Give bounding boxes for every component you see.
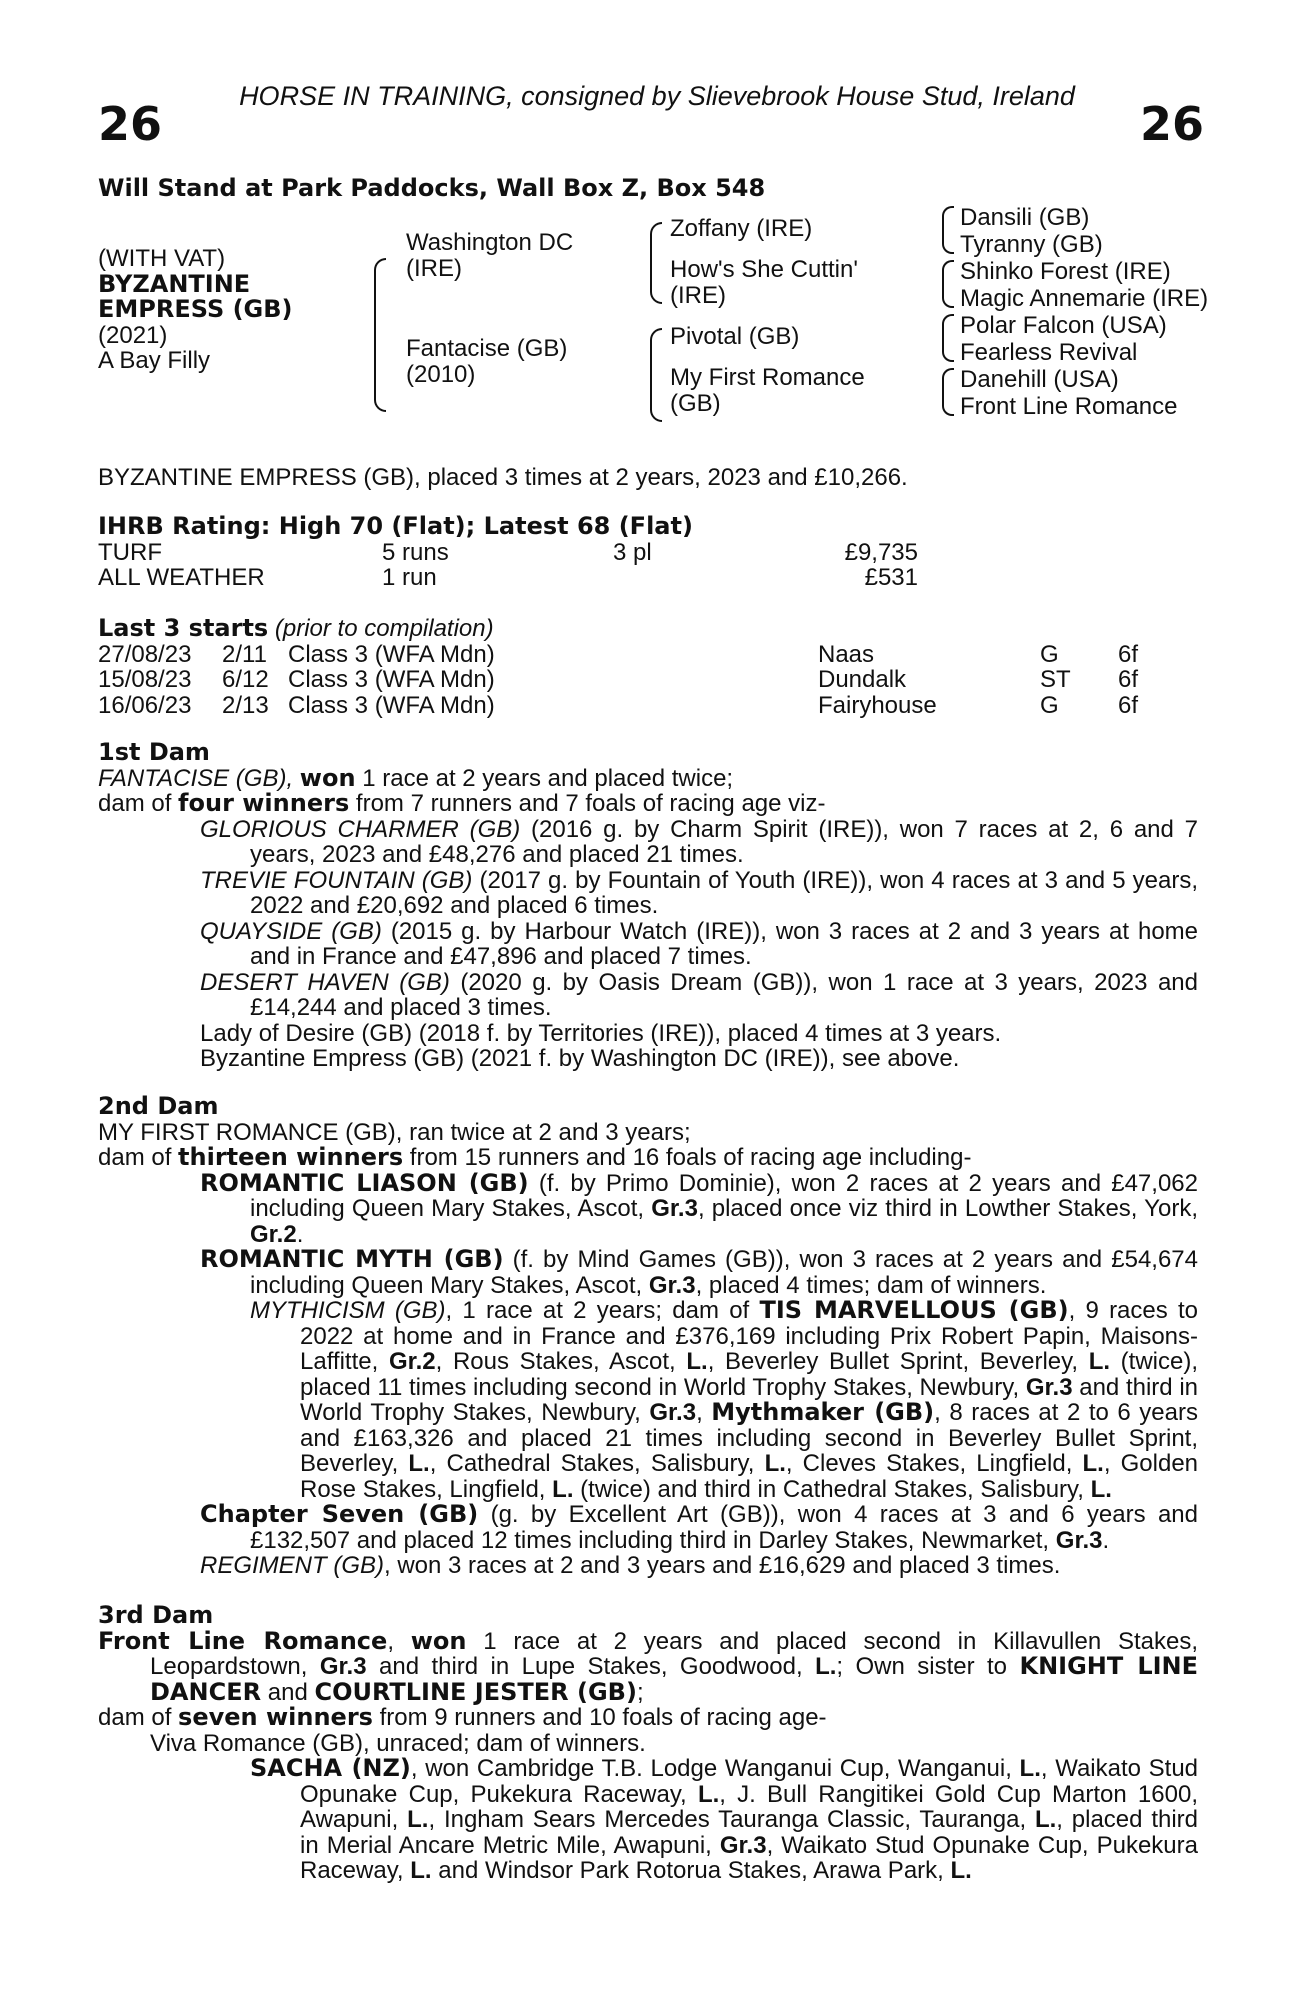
- surface: ALL WEATHER: [98, 564, 265, 591]
- text: , placed 4 times; dam of winners.: [695, 1271, 1047, 1299]
- progeny-entry: [200, 1552, 1198, 1579]
- course: Dundalk: [818, 666, 907, 693]
- dam-record: 1 race at 2 years and placed twice;: [362, 764, 734, 792]
- going: G: [1040, 691, 1059, 719]
- race-summary: BYZANTINE EMPRESS (GB), placed 3 times at 2 years, 2023 and £10,266.: [98, 464, 908, 491]
- grade: Gr.3: [719, 1831, 767, 1859]
- start-row: [98, 667, 1198, 693]
- date: 15/08/23: [98, 666, 192, 693]
- text: , Beverley Bullet Sprint, Beverley,: [707, 1348, 1079, 1375]
- progeny-entry: [200, 1245, 1198, 1299]
- earnings: £9,735: [844, 538, 918, 566]
- grade: L.: [1088, 1348, 1111, 1375]
- dam-name: Fantacise (GB): [406, 335, 568, 362]
- ggs-6: Fearless Revival: [960, 339, 1138, 366]
- grade: L.: [1019, 1755, 1041, 1782]
- brace-g3: [942, 314, 954, 362]
- grade: Gr.3: [651, 1195, 698, 1222]
- grade: Gr.3: [1055, 1526, 1103, 1554]
- grade: Gr.3: [649, 1399, 697, 1426]
- sire-dam: [670, 257, 858, 309]
- progeny-name: TREVIE FOUNTAIN (GB): [200, 866, 473, 894]
- progeny-name: SACHA (NZ): [250, 1754, 411, 1782]
- text: , 8 races at 2 to 6 years and £163,326 and placed 21 times including second in Beverley Bullet Sprint, Beverley,: [300, 1399, 1198, 1477]
- text: (f. by Mind Games (GB)), won 3 races at 2 years and £54,674 including Queen Mary Stakes, Ascot,: [250, 1246, 1198, 1299]
- pedigree-brace-main: [374, 258, 386, 412]
- dam-dam-country: (GB): [670, 390, 721, 417]
- first-dam-line2: [98, 791, 1198, 817]
- text: (twice) and third in Cathedral Stakes, Salisbury,: [580, 1475, 1084, 1503]
- horse-identity: [98, 246, 358, 374]
- text: (g. by Excellent Art (GB)), won 4 races at 3 and 6 years and £132,507 and placed 12 times including third in Darley Stakes, Newmarket,: [250, 1501, 1198, 1554]
- text: and: [267, 1678, 308, 1706]
- sibling-name: COURTLINE JESTER (GB): [314, 1677, 637, 1706]
- progeny-entry: Lady of Desire (GB) (2018 f. by Territories (IRE)), placed 4 times at 3 years.: [200, 1019, 1002, 1047]
- progeny-name: QUAYSIDE (GB): [200, 917, 382, 945]
- grade: Gr.3: [319, 1653, 367, 1680]
- dam-year: (2010): [406, 361, 476, 388]
- progeny-record: (2020 g. by Oasis Dream (GB)), won 1 race at 3 years, 2023 and £14,244 and placed 3 times.: [250, 968, 1199, 1021]
- start-row: [98, 693, 1198, 719]
- placed: 3 pl: [613, 538, 652, 566]
- text: , Golden Rose Stakes, Lingfield,: [300, 1450, 1199, 1503]
- ggs-7: Danehill (USA): [960, 366, 1119, 393]
- grade: L.: [410, 1857, 432, 1884]
- course: Naas: [818, 640, 875, 668]
- grade: L.: [1034, 1806, 1057, 1833]
- progeny-name: DESERT HAVEN (GB): [200, 968, 450, 996]
- position: 2/11: [222, 640, 267, 668]
- grade: L.: [764, 1450, 786, 1477]
- won-label: won: [410, 1626, 467, 1655]
- grade: L.: [686, 1348, 708, 1375]
- race-class: Class 3 (WFA Mdn): [288, 691, 495, 719]
- grade: L.: [1082, 1450, 1104, 1477]
- text: .: [1102, 1526, 1110, 1554]
- text: , placed third in Merial Ancare Metric Mile, Awapuni,: [300, 1806, 1199, 1859]
- runs: 1 run: [382, 564, 437, 591]
- date: 16/06/23: [98, 691, 192, 719]
- grade: L.: [815, 1653, 837, 1680]
- ggs-4: Magic Annemarie (IRE): [960, 285, 1209, 312]
- pedigree-brace-dam: [650, 328, 662, 422]
- ggs-2: Tyranny (GB): [960, 231, 1103, 258]
- position: 2/13: [222, 691, 269, 719]
- start-row: [98, 642, 1198, 668]
- horse-description: A Bay Filly: [98, 347, 211, 374]
- third-dam-line2: [98, 1705, 1198, 1731]
- horse-name-line1: BYZANTINE: [98, 269, 251, 298]
- sire-name: Washington DC: [406, 229, 574, 256]
- text: .: [296, 1220, 304, 1248]
- dam-name: FANTACISE (GB),: [98, 764, 294, 792]
- consignment-header: HORSE IN TRAINING, consigned by Slievebrook House Stud, Ireland: [239, 81, 1075, 111]
- text: ;: [636, 1678, 644, 1706]
- foaling-year: (2021): [98, 321, 168, 349]
- text: , Rous Stakes, Ascot,: [435, 1348, 676, 1375]
- pedigree-brace-sire: [650, 222, 662, 304]
- first-dam-section: [98, 740, 1198, 1072]
- grade: Gr.2: [250, 1220, 297, 1248]
- progeny-entry: [200, 866, 1199, 919]
- progeny-name: ROMANTIC LIASON (GB): [200, 1168, 529, 1197]
- last-starts-section: [98, 616, 1198, 718]
- first-dam-title: 1st Dam: [98, 738, 210, 766]
- text: , Cleves Stakes, Lingfield,: [785, 1450, 1073, 1477]
- runners-text: from 9 runners and 10 foals of racing age-: [379, 1704, 827, 1731]
- date: 27/08/23: [98, 640, 192, 668]
- progeny-entry: [200, 1168, 1198, 1248]
- course: Fairyhouse: [818, 691, 937, 719]
- race-class: Class 3 (WFA Mdn): [288, 666, 495, 693]
- text: , Ingham Sears Mercedes Tauranga Classic, Tauranga,: [428, 1806, 1027, 1833]
- rating-section: [98, 514, 1198, 591]
- pedigree-sire: [406, 230, 573, 282]
- progeny-entry: [250, 1754, 1199, 1884]
- text: , Waikato Stud Opunake Cup, Pukekura Raceway,: [300, 1755, 1199, 1808]
- progeny-name: Chapter Seven (GB): [200, 1500, 479, 1528]
- brace-g2: [942, 260, 954, 308]
- ggs-8: Front Line Romance: [960, 393, 1178, 420]
- lot-number-right: 26: [1139, 97, 1204, 151]
- third-dam-section: [98, 1603, 1198, 1884]
- progeny-entry: [200, 815, 1198, 868]
- text: , won 3 races at 2 and 3 years and £16,629 and placed 3 times.: [384, 1552, 1061, 1579]
- grade: L.: [697, 1780, 720, 1808]
- ggs-5: Polar Falcon (USA): [960, 312, 1167, 339]
- sibling-name: KNIGHT LINE DANCER: [150, 1652, 1199, 1706]
- progeny-record: (2015 g. by Harbour Watch (IRE)), won 3 races at 2 and 3 years at home and in France and £47,896 and placed 7 times.: [250, 917, 1199, 970]
- first-dam-line1: [98, 763, 1198, 792]
- rating-row-turf: [98, 540, 1198, 566]
- grade: L.: [1090, 1475, 1112, 1503]
- progeny-name: Mythmaker (GB): [711, 1398, 935, 1426]
- prefix: dam of: [98, 1704, 172, 1731]
- grade: L.: [408, 1450, 430, 1477]
- third-dam-line1: Front Line Romance, won 1 race at 2 years and placed second in Killavullen Stakes, Leopardstown, Gr.3 and third in Lupe Stakes, Goodwood, L.; Own sister to KNIGHT LINE DANCER and COURTLINE JESTER (GB);: [98, 1626, 1199, 1706]
- grade: Gr.3: [1025, 1373, 1073, 1401]
- grade: L.: [552, 1475, 574, 1503]
- winners-count: seven winners: [178, 1703, 373, 1731]
- runners-text: from 15 runners and 16 foals of racing age including-: [409, 1144, 972, 1171]
- text: , Waikato Stud Opunake Cup, Pukekura Raceway,: [300, 1831, 1198, 1884]
- ggs-3: Shinko Forest (IRE): [960, 258, 1171, 285]
- text: , placed once viz third in Lowther Stakes, York,: [697, 1195, 1198, 1222]
- distance: 6f: [1118, 666, 1139, 693]
- sire-dam-country: (IRE): [670, 282, 726, 309]
- lot-number-left: 26: [98, 97, 163, 151]
- text: , 1 race at 2 years; dam of: [445, 1297, 750, 1324]
- text: ,: [696, 1399, 703, 1426]
- rating-row-aw: [98, 565, 1198, 591]
- text: and Windsor Park Rotorua Stakes, Arawa Park,: [438, 1857, 944, 1884]
- second-dam-section: [98, 1094, 1198, 1579]
- third-dam-title: 3rd Dam: [98, 1601, 214, 1629]
- text: , won Cambridge T.B. Lodge Wanganui Cup, Wanganui,: [410, 1755, 1012, 1782]
- dam-name: Front Line Romance: [98, 1626, 388, 1655]
- prefix: dam of: [98, 1144, 172, 1171]
- grade: L.: [407, 1806, 429, 1833]
- grade: L.: [950, 1857, 972, 1884]
- pedigree-dam: [406, 336, 567, 388]
- text: (twice), placed 11 times including second in World Trophy Stakes, Newbury,: [300, 1348, 1199, 1401]
- dam-sire: Pivotal (GB): [670, 323, 800, 350]
- progeny-record: (2016 g. by Charm Spirit (IRE)), won 7 races at 2, 6 and 7 years, 2023 and £48,276 and placed 21 times.: [250, 815, 1198, 868]
- progeny-entry: [250, 1296, 1199, 1503]
- progeny-entry: [200, 1500, 1198, 1554]
- second-dam-title: 2nd Dam: [98, 1092, 219, 1120]
- position: 6/12: [222, 666, 269, 693]
- last-starts-title: Last 3 starts: [98, 614, 269, 642]
- progeny-name: GLORIOUS CHARMER (GB): [200, 815, 521, 843]
- progeny-name: MYTHICISM (GB): [250, 1297, 446, 1324]
- text: , J. Bull Rangitikei Gold Cup Marton 1600, Awapuni,: [300, 1780, 1198, 1833]
- dam-dam-name: My First Romance: [670, 364, 865, 391]
- sire-dam-name: How's She Cuttin': [670, 256, 858, 283]
- progeny-entry: [200, 917, 1199, 970]
- text: , Cathedral Stakes, Salisbury,: [429, 1450, 755, 1477]
- text: 1 race at 2 years and placed second in Killavullen Stakes, Leopardstown,: [150, 1627, 1198, 1680]
- prefix: dam of: [98, 790, 172, 817]
- last-starts-note: (prior to compilation): [274, 615, 494, 642]
- distance: 6f: [1118, 640, 1139, 668]
- earnings: £531: [864, 564, 918, 591]
- winners-count: four winners: [178, 789, 350, 817]
- race-class: Class 3 (WFA Mdn): [288, 640, 495, 668]
- second-dam-line1: MY FIRST ROMANCE (GB), ran twice at 2 and 3 years;: [98, 1118, 691, 1146]
- progeny-name: REGIMENT (GB): [200, 1552, 384, 1579]
- won-label: won: [299, 763, 356, 792]
- text: and third in Lupe Stakes, Goodwood,: [379, 1653, 803, 1680]
- winners-count: thirteen winners: [178, 1143, 404, 1171]
- distance: 6f: [1118, 691, 1139, 719]
- text: and third in World Trophy Stakes, Newbury,: [300, 1373, 1199, 1426]
- going: ST: [1040, 666, 1071, 693]
- going: G: [1040, 640, 1059, 668]
- progeny-entry: Viva Romance (GB), unraced; dam of winners.: [150, 1729, 646, 1757]
- brace-g4: [942, 368, 954, 416]
- runs: 5 runs: [382, 538, 449, 566]
- progeny-name: TIS MARVELLOUS (GB): [759, 1296, 1069, 1324]
- ggs-1: Dansili (GB): [960, 204, 1090, 231]
- dam-dam: [670, 365, 865, 417]
- text: ; Own sister to: [836, 1653, 1008, 1680]
- grade: Gr.2: [388, 1348, 436, 1375]
- progeny-entry: [200, 968, 1199, 1021]
- stand-location: Will Stand at Park Paddocks, Wall Box Z, Box 548: [98, 174, 766, 202]
- brace-g1: [942, 206, 954, 254]
- text: , 9 races to 2022 at home and in France and £376,169 including Prix Robert Papin, Maisons-Laffitte,: [300, 1297, 1198, 1375]
- vat-note: (WITH VAT): [98, 245, 226, 272]
- surface: TURF: [98, 538, 162, 566]
- progeny-record: (2017 g. by Fountain of Youth (IRE)), won 4 races at 3 and 5 years, 2022 and £20,692 and placed 6 times.: [250, 866, 1199, 919]
- sire-sire: Zoffany (IRE): [670, 215, 813, 242]
- progeny-entry: Byzantine Empress (GB) (2021 f. by Washington DC (IRE)), see above.: [200, 1045, 960, 1072]
- rating-title: IHRB Rating: High 70 (Flat); Latest 68 (Flat): [98, 512, 693, 540]
- horse-name-line2: EMPRESS (GB): [98, 295, 293, 323]
- second-dam-line2: [98, 1145, 1198, 1171]
- progeny-name: ROMANTIC MYTH (GB): [200, 1245, 504, 1273]
- grade: Gr.3: [648, 1271, 696, 1299]
- sire-country: (IRE): [406, 255, 462, 282]
- text: (f. by Primo Dominie), won 2 races at 2 years and £47,062 including Queen Mary Stakes, Ascot,: [250, 1169, 1198, 1222]
- pedigree-third-generation: [960, 204, 1208, 420]
- runners-text: from 7 runners and 7 foals of racing age viz-: [355, 790, 826, 817]
